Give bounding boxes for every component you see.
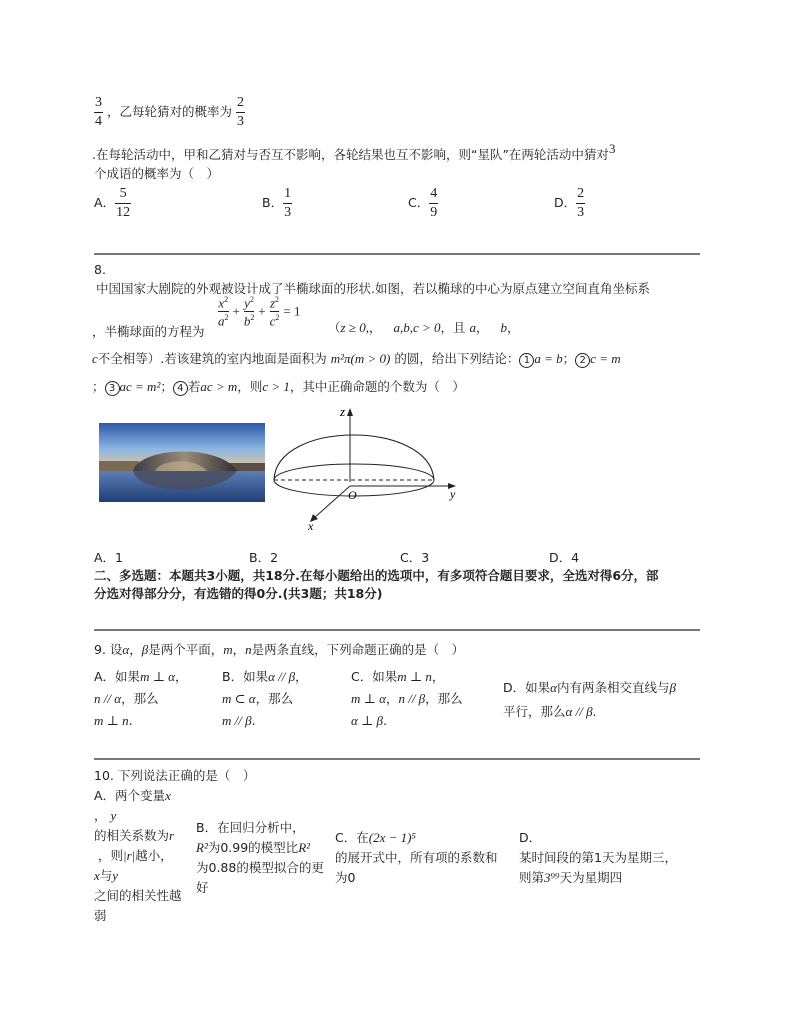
circled-number: 3 (105, 381, 120, 396)
section-heading-line2: 分选对得部分分，有选错的得0分.(共3题；共18分) (94, 586, 383, 601)
q10-option-a[interactable]: A．两个变量x ， y 的相关系数为r ，则|r|越小， x与y 之间的相关性越 弱 (94, 788, 182, 923)
q8-option-c[interactable]: C．3 (400, 550, 430, 565)
q7-tail-line1 (94, 96, 245, 129)
q9-option-c[interactable]: C．如果m ⊥ n， m ⊥ α，n // β，那么 α ⊥ β. (351, 669, 463, 728)
q9-option-b[interactable]: B．如果α // β， m ⊂ α，那么 m // β. (222, 669, 308, 728)
q8-number: 8. (94, 262, 106, 277)
q8-option-b[interactable]: B．2 (249, 550, 279, 565)
q8-line1: 中国国家大剧院的外观被设计成了半椭球面的形状.如图，若以椭球的中心为原点建立空间直角坐标系 (96, 281, 650, 296)
q9-stem: 9. 设α，β是两个平面，m，n是两条直线，下列命题正确的是（ ） (94, 642, 465, 657)
divider (94, 758, 700, 760)
axis-label-x: x (308, 519, 314, 532)
fraction: $\frac{3}{4}$ (95, 95, 102, 129)
q8-line4: ； 3 ac = m²； 4 若ac > m，则c > 1，其中正确命题的个数为（ ） (92, 379, 465, 394)
ellipsoid-equation: $\frac{x^2}{a^2}$ + $\frac{y^2}{b^2}$ + $\frac{z^2}{c^2}$ = 1 (218, 295, 301, 329)
divider (94, 629, 700, 631)
q8-line3: c不全相等）.若该建筑的室内地面是面积为 m²π(m > 0) 的圆，给出下列结论： 1 a = b； 2 c = m (92, 351, 621, 366)
q7-tail-line2: .在每轮活动中，甲和乙猜对与否互不影响，各轮结果也互不影响，则“星队”在两轮活动中猜对3 (92, 141, 616, 162)
axis-label-z: z (340, 404, 346, 419)
circled-number: 4 (173, 381, 188, 396)
q8-option-a[interactable]: A．1 (94, 550, 124, 565)
q10-stem: 10. 下列说法正确的是（ ） (94, 768, 256, 783)
circled-number: 1 (519, 353, 534, 368)
q9-option-d[interactable]: D．如果α内有两条相交直线与β 平行，那么α // β. (503, 680, 676, 719)
q10-option-b[interactable]: B．在回归分析中， R²为0.99的模型比R² 为0.88的模型拟合的更 好 (196, 820, 324, 895)
q7-text: ，乙每轮猜对的概率为 (106, 104, 232, 119)
q7-option-a[interactable]: A． $\frac{5}{12}$ (94, 186, 131, 220)
section-heading: 二、多选题：本题共3小题，共18分.在每小题给出的选项中，有多项符合题目要求，全选对得6分，部 (94, 568, 659, 583)
origin-label: O (348, 488, 357, 502)
circled-number: 2 (575, 353, 590, 368)
divider (94, 253, 700, 255)
fraction: $\frac{2}{3}$ (236, 95, 244, 129)
half-ellipsoid-diagram (270, 402, 470, 532)
q10-option-c[interactable]: C．在(2x − 1)⁵ 的展开式中，所有项的系数和 为0 (335, 830, 498, 885)
q8-option-d[interactable]: D．4 (549, 550, 580, 565)
q10-option-d[interactable]: D． 某时间段的第1天为星期三， 则第3⁹⁹天为星期四 (519, 830, 677, 885)
q7-option-c[interactable]: C． $\frac{4}{9}$ (408, 186, 438, 220)
q7-option-b[interactable]: B． $\frac{1}{3}$ (262, 186, 292, 220)
q7-option-d[interactable]: D． $\frac{2}{3}$ (554, 186, 585, 220)
axis-label-y: y (450, 487, 456, 501)
q7-tail-line3: 个成语的概率为（ ） (94, 166, 220, 181)
grand-theater-photo (99, 423, 265, 502)
q9-option-a[interactable]: A．如果m ⊥ α， n // α，那么 m ⊥ n. (94, 669, 188, 728)
